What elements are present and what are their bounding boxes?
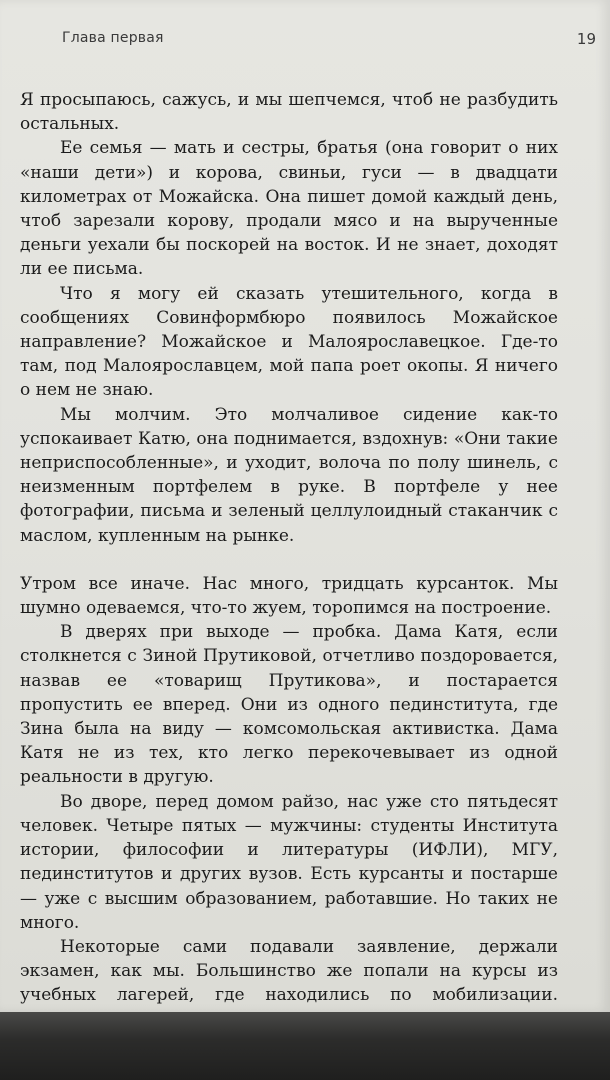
paragraph: В дверях при выходе — пробка. Дама Катя, если столкнется с Зиной Прутиковой, отчетливо поздоровается, назвав ее «товарищ Прутикова», и постарается пропустить ее вперед. Они из одного пединститута, где Зина была на виду — комсомольская активистка. Дама Катя не из тех, кто легко перекочевывает из одной реальности в другую.	[20, 622, 558, 788]
paragraph: Некоторые сами подавали заявление, держали экзамен, как мы. Большинство же попали на курсы из учебных лагерей, где находились по мобилизации.	[20, 936, 558, 1006]
paragraph: Мы молчим. Это молчаливое сидение как-то успокаивает Катю, она поднимается, вздохнув: «Они такие неприспособленные», и уходит, волоча по полу шинель, с неизменным портфелем в руке. В портфеле у нее фотографии, письма и зеленый целлулоидный стаканчик с маслом, купленным на рынке.	[20, 404, 558, 546]
chapter-title: Глава первая	[62, 30, 164, 46]
paragraph: Что я могу ей сказать утешительного, когда в сообщениях Совинформбюро появилось Можайское направление? Можайское и Малоярославецкое. Где-то там, под Малоярославцем, мой папа роет окопы. Я ничего о нем не знаю.	[20, 283, 558, 401]
body-text	[20, 88, 558, 1056]
paragraph: Во дворе, перед домом райзо, нас уже сто пятьдесят человек. Четыре пятых — мужчины: студенты Института истории, философии и литературы (ИФЛИ), МГУ, пединститутов и других вузов. Есть курсанты и постарше — уже с высшим образованием, работавшие. Но таких не много.	[20, 791, 558, 933]
paragraph: Я просыпаюсь, сажусь, и мы шепчемся, чтоб не разбудить остальных.	[20, 90, 558, 135]
section-break	[20, 548, 558, 572]
paragraph: Ее семья — мать и сестры, братья (она говорит о них «наши дети») и корова, свиньи, гуси — в двадцати километрах от Можайска. Она пишет домой каждый день, чтоб зарезали корову, продали мясо и на вырученные деньги уехали бы поскорей на восток. И не знает, доходят ли ее письма.	[20, 138, 558, 280]
paragraph: Утром все иначе. Нас много, тридцать курсанток. Мы шумно одеваемся, что-то жуем, торопимся на построение.	[20, 573, 558, 619]
running-head	[62, 30, 596, 48]
page-edge-shadow	[0, 1012, 610, 1080]
page-number: 19	[576, 30, 596, 48]
